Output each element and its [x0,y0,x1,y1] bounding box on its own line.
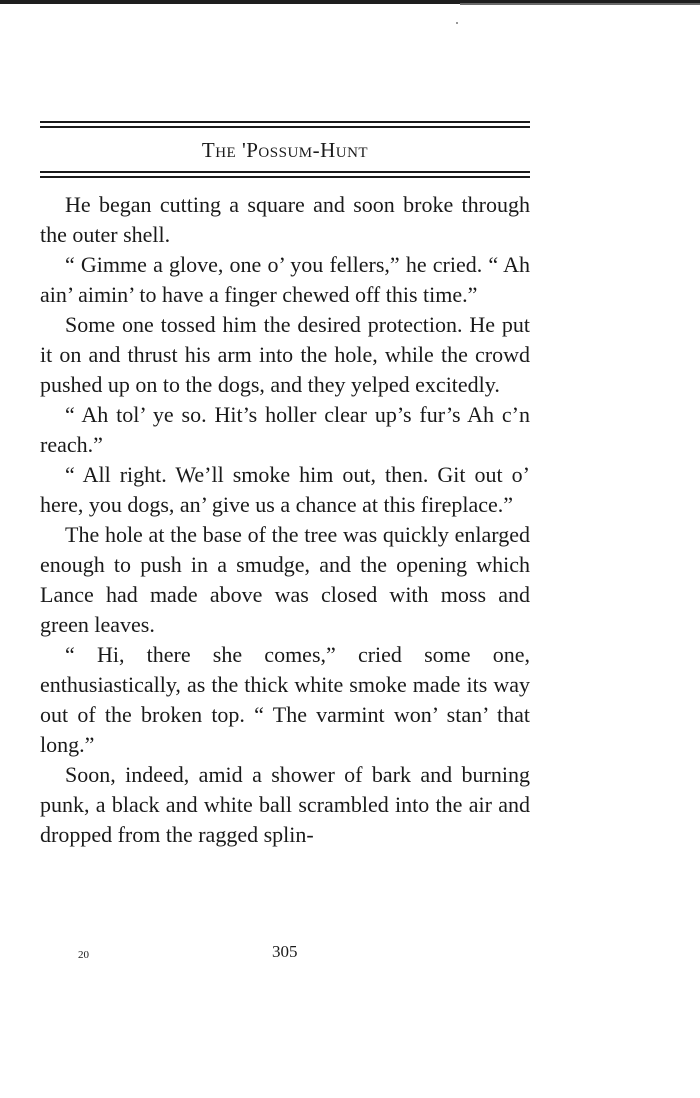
paragraph-7: “ Hi, there she comes,” cried some one, enthusiastically, as the thick white smoke made its way out of the broken top. “ The varmint won’ stan’ that long.” [40,642,530,757]
paragraph-8: Soon, indeed, amid a shower of bark and burning punk, a black and white ball scrambled into the air and dropped from the ragged splin- [40,762,530,847]
body-text [40,190,530,850]
paragraph-3: Some one tossed him the desired protection. He put it on and thrust his arm into the hole, while the crowd pushed up on to the dogs, and they yelped excitedly. [40,312,530,397]
signature-mark: 20 [78,949,89,961]
running-head: The 'Possum-Hunt [201,138,369,162]
paragraph-6: The hole at the base of the tree was quickly enlarged enough to push in a smudge, and the opening which Lance had made above was closed with moss and green leaves. [40,522,530,637]
scan-speck [456,22,458,24]
header-rule-bottom-2 [40,176,530,178]
paragraph-5: “ All right. We’ll smoke him out, then. Git out o’ here, you dogs, an’ give us a chance at this fireplace.” [40,462,530,517]
header-rule-top-1 [40,121,530,123]
paragraph-1: He began cutting a square and soon broke through the outer shell. [40,192,530,247]
page-number: 305 [272,942,298,961]
paragraph-2: “ Gimme a glove, one o’ you fellers,” he cried. “ Ah ain’ aimin’ to have a finger chewed off this time.” [40,252,530,307]
header-rule-top-2 [40,126,530,128]
paragraph-4: “ Ah tol’ ye so. Hit’s holler clear up’s fur’s Ah c’n reach.” [40,402,530,457]
scan-top-edge-fade [460,3,700,5]
header-rule-bottom-1 [40,171,530,173]
